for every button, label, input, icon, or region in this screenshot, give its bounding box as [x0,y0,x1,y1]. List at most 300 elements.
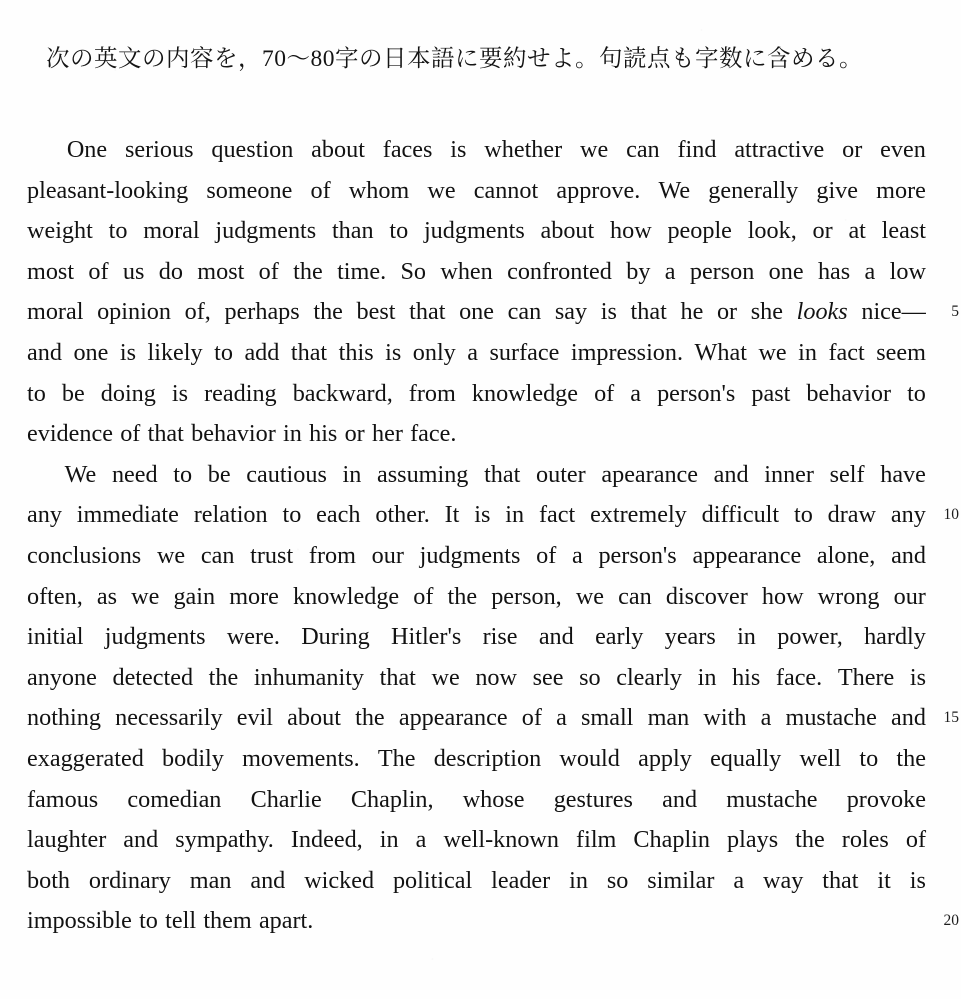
word: can [507,298,542,326]
word: self [829,460,865,488]
word: his [732,663,761,691]
word: looks [796,298,848,326]
word: more [229,582,279,610]
word: We [64,460,97,488]
word: It [444,501,460,529]
word: fact [538,501,576,529]
word: only [412,338,456,366]
passage-line [27,698,926,739]
word: the [293,257,323,285]
passage-line-text [27,292,926,333]
word: What [694,338,747,366]
word: ordinary [88,866,171,894]
word: equally [710,744,782,772]
passage-line [27,577,926,618]
word: even [880,136,926,163]
word: mustache [726,785,818,813]
word: moral [27,298,84,326]
line-number-15: 15 [943,709,959,726]
word: the [355,704,385,732]
word: is [171,379,189,407]
word: she [750,298,783,326]
word: of [594,379,615,407]
word: one [459,298,495,326]
word: backward, [292,379,393,407]
passage-line [27,130,926,171]
word: of [413,582,434,610]
word: roles [841,826,889,854]
word: that [822,866,859,894]
word: cannot [473,176,539,204]
word: evil [236,704,273,732]
word: is [909,866,926,894]
word: is [909,663,926,691]
word: about [287,704,341,732]
word: to [214,338,233,366]
passage-line [27,617,926,658]
passage-line-text [27,455,926,496]
word: anyone [27,663,97,691]
word: person [689,257,755,285]
word: give [816,176,859,204]
word: person's [598,541,677,569]
word: and [538,623,574,651]
passage-line [27,374,926,415]
word: trust [250,541,294,569]
word: each [316,501,361,529]
word: of [120,420,141,448]
word: that [409,298,446,326]
word: best [356,298,396,326]
word: Charlie [250,785,322,813]
word: One [66,136,108,163]
word: to [108,217,128,245]
word: Indeed, [290,826,363,854]
word: from [308,541,356,569]
word: more [876,176,926,204]
word: of [905,826,926,854]
word: about [540,217,595,245]
word: any [890,501,926,529]
word: a [630,379,642,407]
word: of [521,704,542,732]
word: past [751,379,791,407]
word: doing [100,379,156,407]
passage-line-text [27,617,926,658]
word: seem [876,338,926,366]
word: our [893,582,926,610]
word: to [907,379,926,407]
word: a [733,866,745,894]
passage-line-text [27,780,926,821]
passage-line [27,455,926,496]
word: description [433,744,542,772]
word: so [579,663,601,691]
word: wrong [817,582,880,610]
word: sympathy. [175,826,274,854]
passage-line [27,414,926,455]
word: he [680,298,704,326]
word: people [667,217,732,245]
word: behavior [806,379,892,407]
word: opinion [97,298,171,326]
word: appearance [692,541,802,569]
passage-line-text [27,820,926,861]
word: a [664,257,676,285]
word: There [837,663,895,691]
word: movements. [242,744,360,772]
word: conclusions [27,541,142,569]
word: that [147,420,184,448]
word: provoke [846,785,926,813]
word: attractive [734,136,825,163]
passage-line [27,171,926,212]
word: most [27,257,75,285]
word: way [763,866,804,894]
word: or [344,420,365,448]
word: knowledge [471,379,579,407]
word: in [342,460,362,488]
word: in [379,826,399,854]
word: with [703,704,747,732]
word: a [556,704,567,732]
word: apart. [258,907,314,935]
passage-line [27,658,926,699]
word: most [197,257,245,285]
word: draw [827,501,877,529]
word: question [211,136,294,163]
passage-line-text [27,861,926,902]
word: is [474,501,491,529]
word: and [250,866,286,894]
passage-line-text [27,333,926,374]
word: laughter [27,826,107,854]
paragraph-indent [27,130,49,171]
word: necessarily [115,704,223,732]
paragraph-indent [27,455,49,496]
passage-body [27,130,926,942]
word: a [415,826,427,854]
word: were. [226,623,280,651]
word: cautious [246,460,327,488]
word: judgments [423,217,525,245]
word: or [842,136,863,163]
word: and [27,338,62,366]
word: whose [462,785,525,813]
word: to [139,907,158,935]
word: least [881,217,926,245]
word: face. [775,663,823,691]
word: film [576,826,617,854]
word: that [630,298,667,326]
word: surface [489,338,560,366]
passage-line [27,739,926,780]
word: is [119,338,137,366]
word: and [891,541,926,569]
passage-line [27,820,926,861]
word: low [889,257,926,285]
word: wicked [304,866,375,894]
passage-line [27,901,926,942]
word: it [877,866,891,894]
word: gain [173,582,216,610]
word: to [793,501,813,529]
passage-line-text [27,577,926,618]
word: So [400,257,427,285]
word: judgments [104,623,206,651]
word: in [798,338,817,366]
word: relation [193,501,268,529]
word: behavior [191,420,276,448]
word: them [203,907,252,935]
word: would [559,744,620,772]
word: detected [112,663,194,691]
word: his [309,420,338,448]
word: clearly [616,663,683,691]
word: appearance [398,704,508,732]
word: confronted [507,257,612,285]
word: the [447,582,478,610]
word: we [131,582,160,610]
word: one [73,338,109,366]
word: small [581,704,634,732]
word: the [208,663,239,691]
word: We [658,176,691,204]
word: now [475,663,517,691]
word: is [600,298,617,326]
instruction-line: 次の英文の内容を，70〜80字の日本語に要約せよ。句読点も字数に含める。 [46,46,863,72]
word: comedian [127,785,222,813]
word: approve. [556,176,641,204]
passage-line-text [27,658,926,699]
word: and [662,785,698,813]
passage-line-text [27,171,926,212]
word: has [817,257,851,285]
word: how [610,217,652,245]
word: nothing [27,704,101,732]
word: person's [657,379,736,407]
word: a [760,704,772,732]
passage-line-text [27,374,926,415]
word: judgments [419,541,521,569]
word: apearance [601,460,699,488]
word: discover [665,582,748,610]
word: to [27,379,46,407]
word: is [385,338,402,366]
passage-line-text [27,414,926,455]
word: that [379,663,416,691]
word: by [626,257,651,285]
word: us [122,257,145,285]
passage-line [27,333,926,374]
word: nice— [861,298,926,326]
word: and [713,460,749,488]
word: one [768,257,804,285]
word: see [532,663,564,691]
passage-line [27,292,926,333]
word: can [626,136,660,163]
word: and [891,704,926,732]
word: similar [647,866,715,894]
word: person, [491,582,562,610]
passage-line [27,495,926,536]
word: plays [727,826,779,854]
word: and [123,826,159,854]
word: mustache [785,704,877,732]
word: reading [204,379,277,407]
word: During [301,623,370,651]
word: or [716,298,738,326]
word: this [338,338,374,366]
word: in [569,866,588,894]
word: add [244,338,280,366]
passage-line [27,536,926,577]
word: bodily [162,744,224,772]
word: evidence [27,420,113,448]
word: exaggerated [27,744,144,772]
word: faces [382,136,433,163]
word: how [761,582,804,610]
passage-line-text [27,130,926,171]
word: famous [27,785,99,813]
word: can [200,541,235,569]
word: impression. [570,338,684,366]
word: our [371,541,404,569]
word: man [647,704,690,732]
word: the [313,298,343,326]
word: pleasant-looking [27,176,189,204]
word: political [392,866,473,894]
word: so [606,866,629,894]
word: generally [708,176,799,204]
word: well-known [443,826,559,854]
word: inner [764,460,814,488]
word: serious [124,136,194,163]
word: judgments [215,217,317,245]
word: power, [777,623,843,651]
word: perhaps [224,298,300,326]
passage-line-text [27,211,926,252]
line-number-20: 20 [943,912,959,929]
word: of [536,541,557,569]
word: say [554,298,588,326]
passage-line-text [27,495,926,536]
word: other. [375,501,430,529]
word: knowledge [293,582,400,610]
word: is [450,136,467,163]
word: we [580,136,609,163]
word: at [848,217,866,245]
word: in [697,663,717,691]
word: of [310,176,331,204]
word: we [156,541,186,569]
word: initial [27,623,84,651]
passage-line-text [27,536,926,577]
word: a [864,257,876,285]
word: we [427,176,456,204]
word: when [440,257,493,285]
word: be [207,460,231,488]
word: as [96,582,118,610]
passage-line [27,861,926,902]
word: to [859,744,879,772]
word: her [371,420,403,448]
passage-line-text [27,739,926,780]
word: outer [536,460,586,488]
word: assuming [377,460,469,488]
word: have [880,460,926,488]
word: the [896,744,926,772]
word: do [158,257,183,285]
word: that [484,460,521,488]
word: extremely [590,501,687,529]
word: apply [638,744,692,772]
word: from [408,379,456,407]
word: both [27,866,71,894]
passage-line [27,252,926,293]
word: need [111,460,158,488]
word: of [88,257,109,285]
word: to [282,501,302,529]
word: often, [27,582,83,610]
word: hardly [864,623,926,651]
word: we [758,338,787,366]
word: difficult [701,501,780,529]
word: impossible [27,907,132,935]
word: Hitler's [391,623,462,651]
word: look, [747,217,797,245]
line-number-5: 5 [951,303,959,320]
word: to [389,217,409,245]
word: in [283,420,302,448]
word: we [431,663,460,691]
word: of, [184,298,211,326]
word: tell [165,907,197,935]
word: likely [147,338,203,366]
word: can [618,582,652,610]
word: time. [337,257,387,285]
word: find [677,136,717,163]
passage-line [27,211,926,252]
passage-line-text [27,698,926,739]
word: or [812,217,833,245]
word: in [737,623,756,651]
passage-line-text [27,901,926,942]
word: in [505,501,525,529]
word: leader [491,866,551,894]
word: rise [482,623,518,651]
word: we [575,582,605,610]
word: early [595,623,644,651]
word: any [27,501,62,529]
passage-line-text [27,252,926,293]
line-number-10: 10 [943,506,959,523]
word: about [311,136,365,163]
word: to [173,460,193,488]
word: a [571,541,583,569]
word: gestures [553,785,633,813]
word: well [799,744,842,772]
word: years [664,623,716,651]
word: weight [27,217,93,245]
word: someone [206,176,293,204]
word: the [795,826,825,854]
word: moral [143,217,200,245]
passage-line [27,780,926,821]
word: inhumanity [253,663,365,691]
word: a [467,338,479,366]
word: Chaplin [633,826,710,854]
